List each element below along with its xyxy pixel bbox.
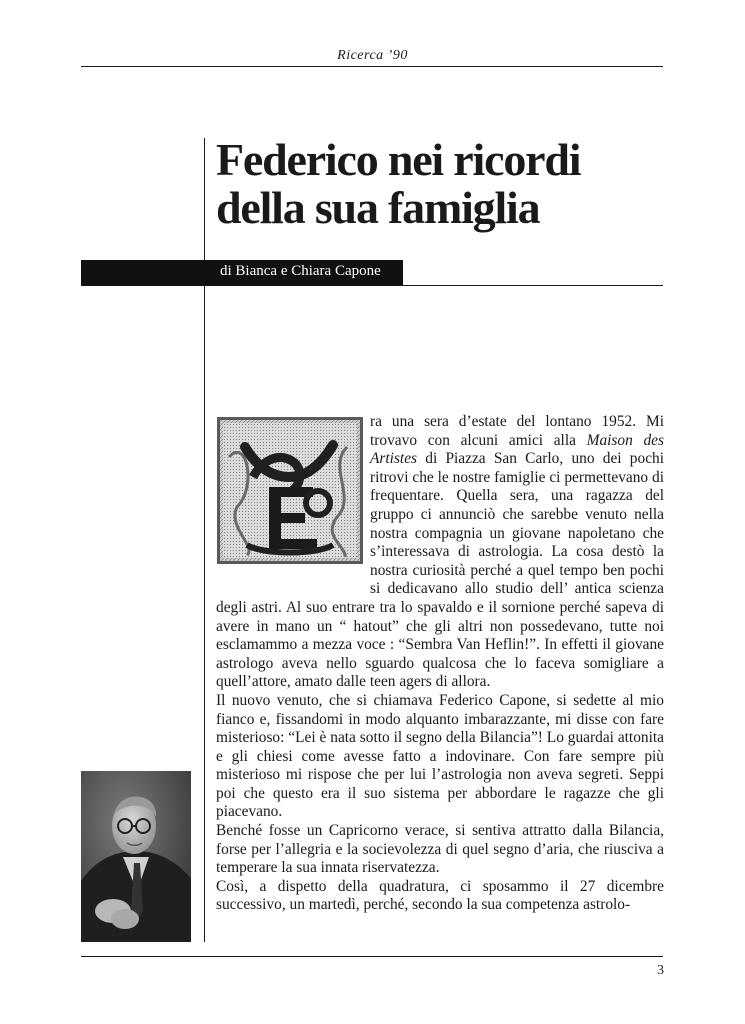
- paragraph-4: Così, a dispetto della quadratura, ci sposammo il 27 dicembre successivo, un martedì, perché, secondo la sua competenza astrolo-: [216, 877, 664, 914]
- venue-name: Maison des Artistes: [370, 431, 664, 468]
- footer-rule: [81, 956, 663, 957]
- article-body: [216, 413, 664, 915]
- title-line-2: della sua famiglia: [216, 182, 540, 233]
- page-number: 3: [657, 963, 664, 978]
- portrait-photo: [81, 771, 191, 942]
- byline-rule: [403, 285, 663, 286]
- byline: di Bianca e Chiara Capone: [220, 263, 381, 279]
- title-line-1: Federico nei ricordi: [216, 134, 581, 185]
- paragraph-3: Benché fosse un Capricorno verace, si sentiva attratto dalla Bilancia, forse per l’allegria e la socievolezza di quel segno d’aria, che riusciva a temperare la sua innata riservatezza.: [216, 822, 664, 877]
- running-head: Ricerca ’90: [337, 48, 408, 63]
- vertical-rule: [204, 138, 205, 942]
- paragraph-2: Il nuovo venuto, che si chiamava Federico Capone, si sedette al mio fianco e, fissandomi in modo alquanto imbarazzante, mi disse con fare misterioso: “Lei è nata sotto il segno della Bilancia”! Lo guardai attonita e gli chiesi come avesse fatto a indovinare. Con fare sempre più misterioso mi rispose che per lui l’astrologia non aveva segreti. Seppi poi che questo era il suo sistema per abbordare le ragazze che gli piacevano.: [216, 691, 664, 821]
- article-title: [216, 136, 580, 232]
- paragraph-1: ra una sera d’estate del lontano 1952. Mi trovavo con alcuni amici alla Maison des Artistes di Piazza San Carlo, uno dei pochi ritrovi che le nostre famiglie ci permettevano di frequentare. Quella sera, una ragazza del gruppo ci annunciò che sarebbe venuto nella nostra compagnia un giovane napoletano che s’interessava di astrologia. La cosa destò la nostra curiosità perché a quel tempo ben pochi si dedicavano allo studio dell’ antica scienza degli astri. Al suo entrare tra lo spavaldo e il sornione perché sapeva di avere in mano un “ hatout” che gli altri non possedevano, tutte noi esclamammo a mezza voce : “Sembra Van Heflin!”. In effetti il giovane astrologo aveva nello sguardo qualcosa che lo faceva somigliare a quell’attore, amato dalle teen agers di allora.: [216, 413, 664, 691]
- drop-cap-space: [216, 413, 370, 581]
- header-rule: [81, 66, 663, 67]
